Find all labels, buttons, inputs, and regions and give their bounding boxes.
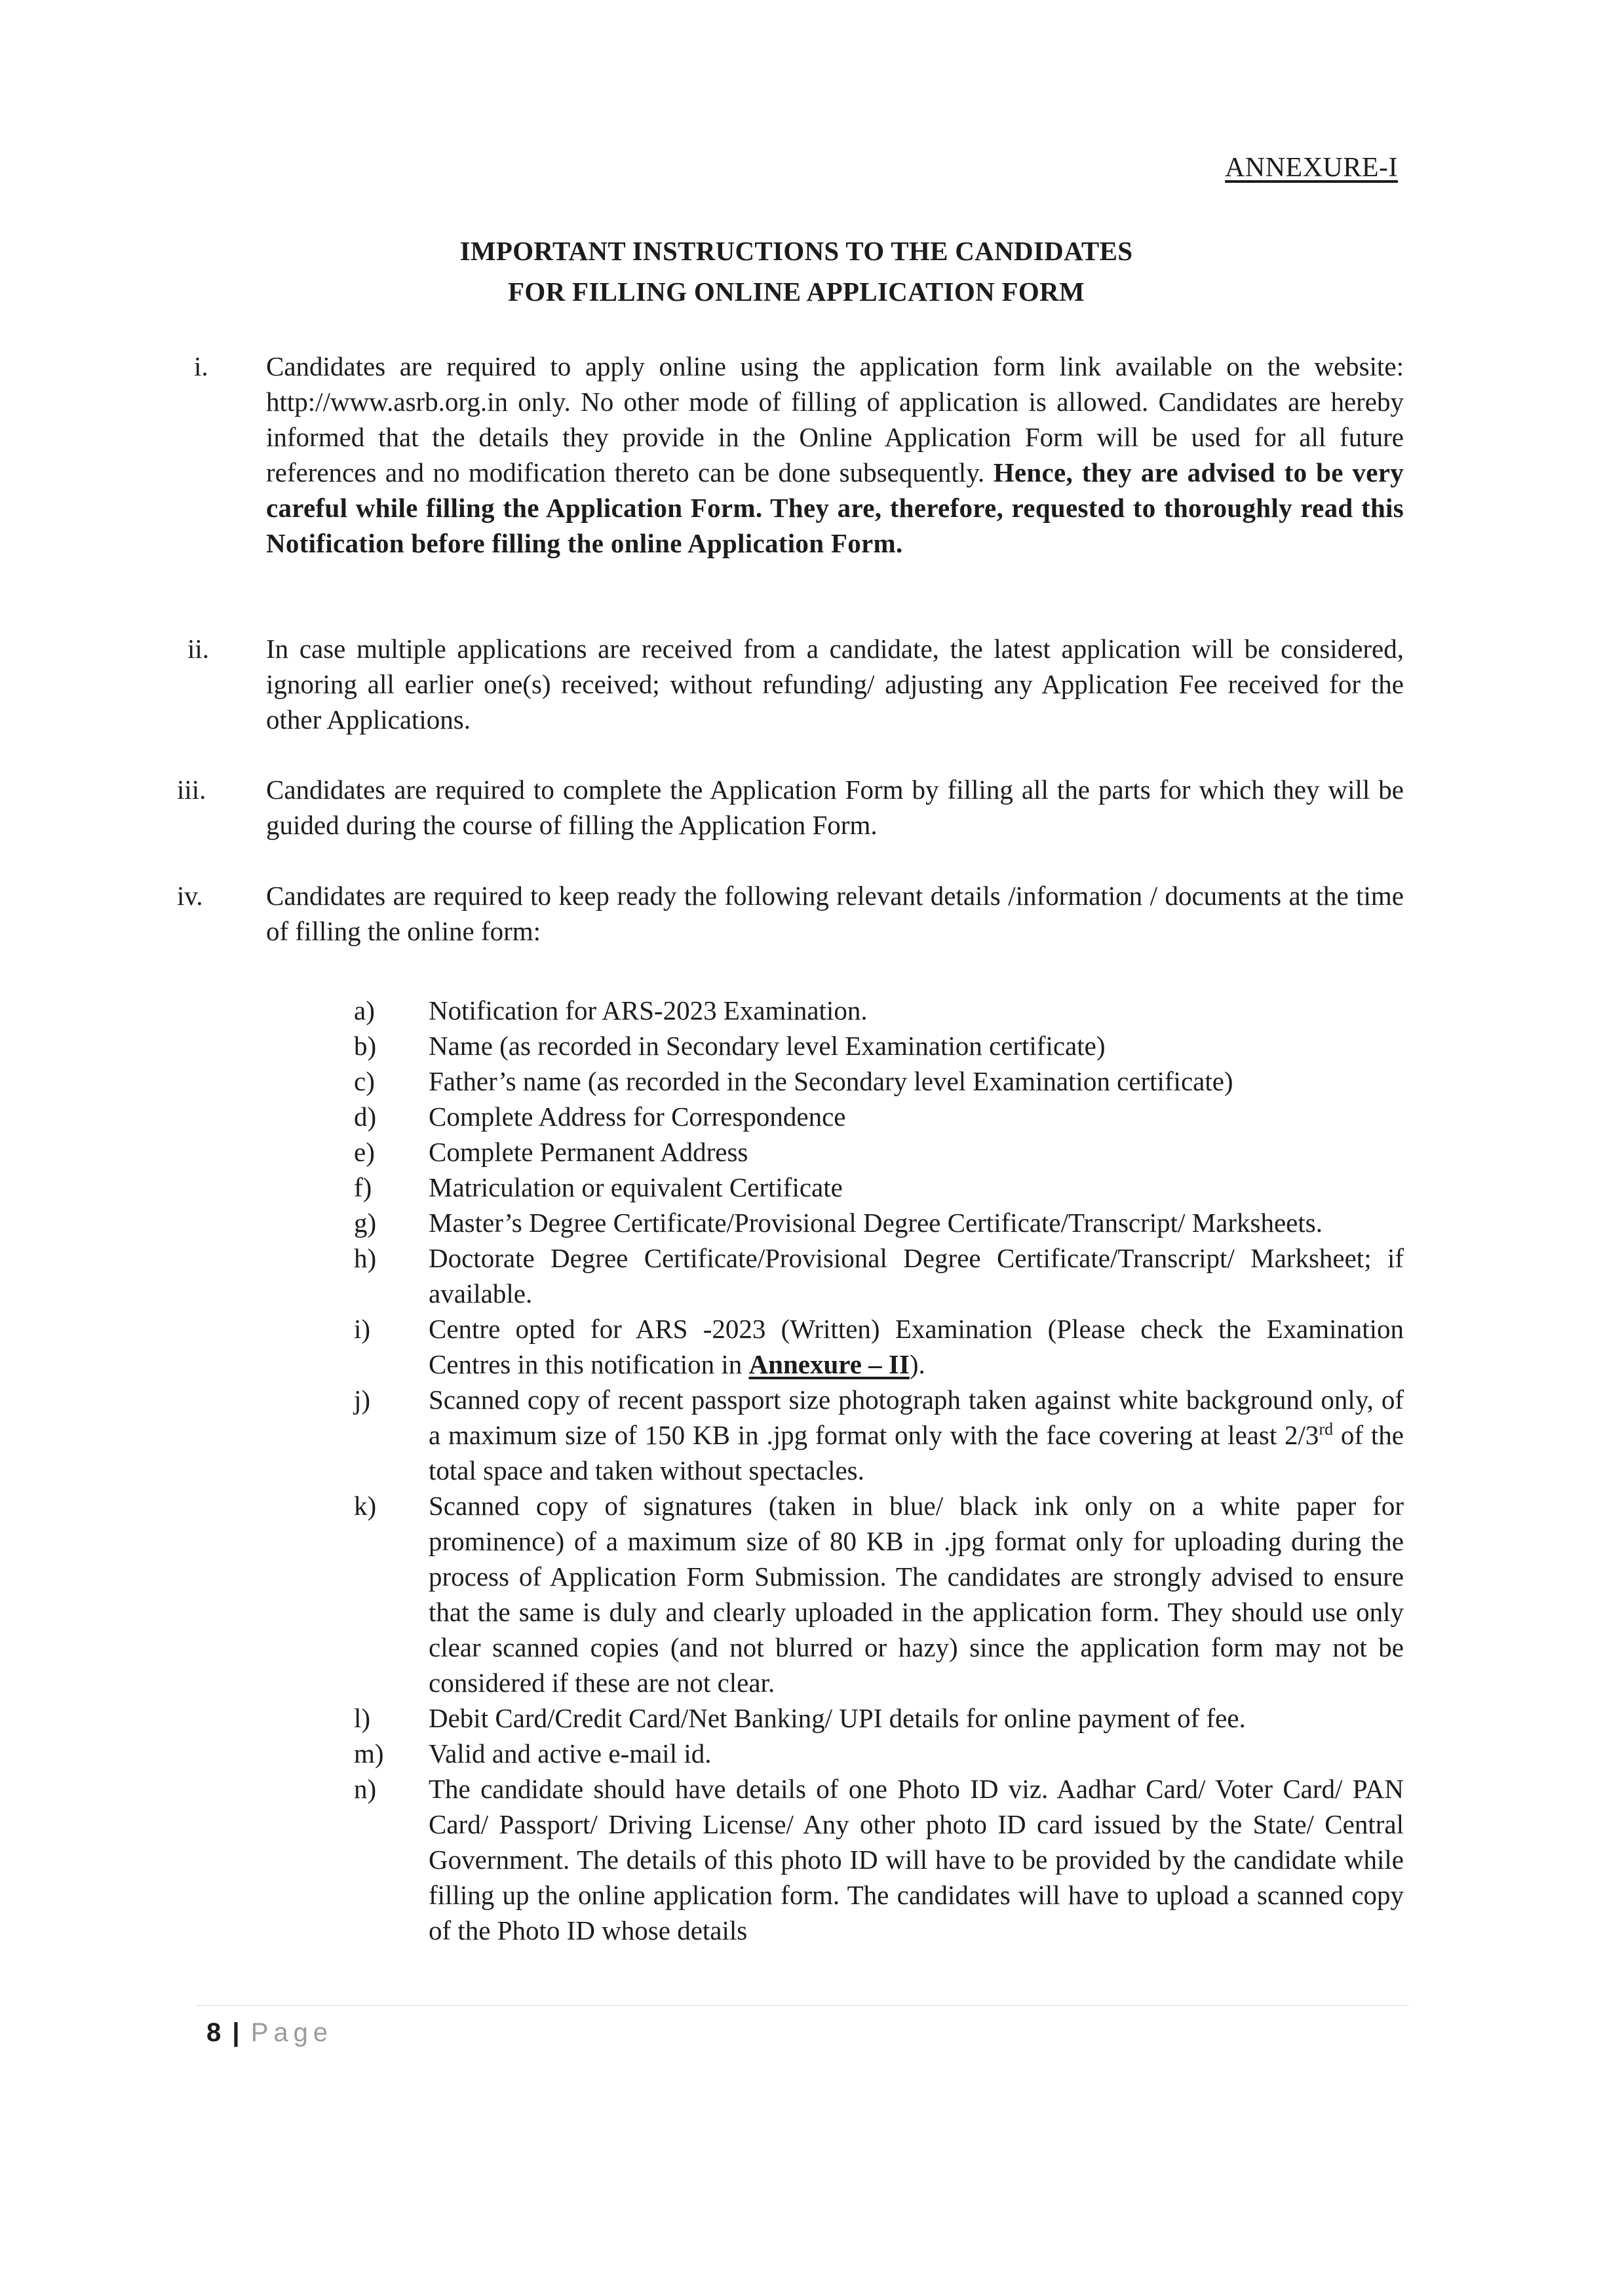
list-item-label: n) xyxy=(354,1774,377,1804)
list-item xyxy=(341,1028,1404,1063)
list-item-text-part: Scanned copy of recent passport size photograph taken against white background only, of a maximum size of 150 KB in .jpg format only with the face covering at least 2/3 xyxy=(429,1385,1404,1450)
list-item-text: Scanned copy of signatures (taken in blue/ black ink only on a white paper for prominence) of a maximum size of 80 KB in .jpg format only for uploading during the process of Application Form Submission. The candidates are strongly advised to ensure that the same is duly and clearly uploaded in the application form. They should use only clear scanned copies (and not blurred or hazy) since the application form may not be considered if these are not clear. xyxy=(429,1491,1404,1698)
list-item-label: b) xyxy=(354,1031,377,1061)
list-item-text: Master’s Degree Certificate/Provisional Degree Certificate/Transcript/ Marksheets. xyxy=(429,1208,1323,1238)
list-item xyxy=(341,1170,1404,1205)
list-item-text xyxy=(429,1311,1404,1382)
list-item-label: d) xyxy=(354,1101,377,1132)
list-item-label: c) xyxy=(354,1066,375,1096)
list-item-label: l) xyxy=(354,1703,371,1733)
list-item-label: g) xyxy=(354,1208,377,1238)
list-item xyxy=(341,1382,1404,1488)
list-item-text: Complete Address for Correspondence xyxy=(429,1101,846,1132)
list-item xyxy=(341,993,1404,1028)
instruction-bold-text: Hence, they are advised to be very careful while filling the Application Form. They are, therefore, requested to thoroughly read this Notification before filling the online Application Form. xyxy=(266,457,1404,558)
title-line-1: IMPORTANT INSTRUCTIONS TO THE CANDIDATES xyxy=(459,236,1133,266)
instruction-item xyxy=(266,772,1404,843)
list-item xyxy=(341,1311,1404,1382)
list-item-label: m) xyxy=(354,1738,384,1769)
page-title xyxy=(0,231,1593,312)
list-item-label: e) xyxy=(354,1137,375,1167)
list-item-text: Valid and active e-mail id. xyxy=(429,1738,712,1769)
list-item xyxy=(341,1134,1404,1170)
list-item-text: Debit Card/Credit Card/Net Banking/ UPI details for online payment of fee. xyxy=(429,1703,1246,1733)
list-item xyxy=(341,1488,1404,1700)
list-item-text: Father’s name (as recorded in the Secondary level Examination certificate) xyxy=(429,1066,1233,1096)
footer-separator: | xyxy=(232,2018,240,2047)
title-line-2: FOR FILLING ONLINE APPLICATION FORM xyxy=(508,277,1085,307)
list-item-text: Notification for ARS-2023 Examination. xyxy=(429,995,868,1025)
annexure-ii-link[interactable]: Annexure – II xyxy=(748,1349,910,1379)
list-item xyxy=(341,1771,1404,1948)
instruction-item xyxy=(266,631,1404,737)
footer-divider xyxy=(197,2005,1409,2006)
list-item-text: The candidate should have details of one Photo ID viz. Aadhar Card/ Voter Card/ PAN Card/ Passport/ Driving License/ Any other photo ID card issued by the State/ Central Government. The details of this photo ID will have to be provided by the candidate while filling up the online application form. The candidates will have to upload a scanned copy of the Photo ID whose details xyxy=(429,1774,1404,1945)
page-number: 8 xyxy=(206,2018,222,2047)
instruction-number: iv. xyxy=(177,881,203,911)
list-item-text-part: ). xyxy=(909,1349,925,1379)
list-item-text: Complete Permanent Address xyxy=(429,1137,748,1167)
instruction-text: Candidates are required to apply online using the application form link available on the website: http://www.asrb.org.in only. No other mode of filling of application is allowed. Candidates are hereby informed that the details they provide in the Online Application Form will be used for all future references and no modification thereto can be done subsequently. xyxy=(266,351,1404,488)
list-item-text: Name (as recorded in Secondary level Examination certificate) xyxy=(429,1031,1106,1061)
list-item xyxy=(341,1205,1404,1240)
list-item xyxy=(341,1240,1404,1311)
list-item-label: j) xyxy=(354,1385,371,1415)
list-item-label: h) xyxy=(354,1243,377,1273)
list-item-text-part: Centre opted for ARS -2023 (Written) Examination (Please check the Examination Centres in this notification in xyxy=(429,1314,1404,1379)
list-item xyxy=(341,1736,1404,1771)
list-item xyxy=(341,1099,1404,1134)
instruction-text: Candidates are required to keep ready the following relevant details /information / documents at the time of filling the online form: xyxy=(266,881,1404,946)
list-item-text: Doctorate Degree Certificate/Provisional Degree Certificate/Transcript/ Marksheet; if available. xyxy=(429,1243,1404,1309)
list-item-label: i) xyxy=(354,1314,371,1344)
instruction-number: i. xyxy=(194,351,208,381)
list-item-text: Matriculation or equivalent Certificate xyxy=(429,1172,843,1202)
list-item xyxy=(341,1700,1404,1736)
instruction-item xyxy=(266,349,1404,561)
list-item-label: k) xyxy=(354,1491,377,1521)
annexure-label: ANNEXURE-I xyxy=(1225,153,1398,183)
list-item xyxy=(341,1063,1404,1099)
instruction-text: In case multiple applications are received from a candidate, the latest application will be considered, ignoring all earlier one(s) received; without refunding/ adjusting any Application Fee received for the other Applications. xyxy=(266,634,1404,735)
page-footer xyxy=(206,2018,333,2048)
list-item-label: a) xyxy=(354,995,375,1025)
documents-list xyxy=(341,993,1404,1948)
instruction-item xyxy=(266,878,1404,949)
page-word: Page xyxy=(250,2018,334,2047)
instruction-number: iii. xyxy=(177,775,206,805)
instruction-text: Candidates are required to complete the Application Form by filling all the parts for which they will be guided during the course of filling the Application Form. xyxy=(266,775,1404,840)
list-item-text-part: of the total space and taken without spectacles. xyxy=(429,1420,1404,1485)
instruction-number: ii. xyxy=(187,634,210,664)
superscript-text: rd xyxy=(1319,1419,1334,1439)
list-item-text xyxy=(429,1382,1404,1488)
list-item-label: f) xyxy=(354,1172,372,1202)
